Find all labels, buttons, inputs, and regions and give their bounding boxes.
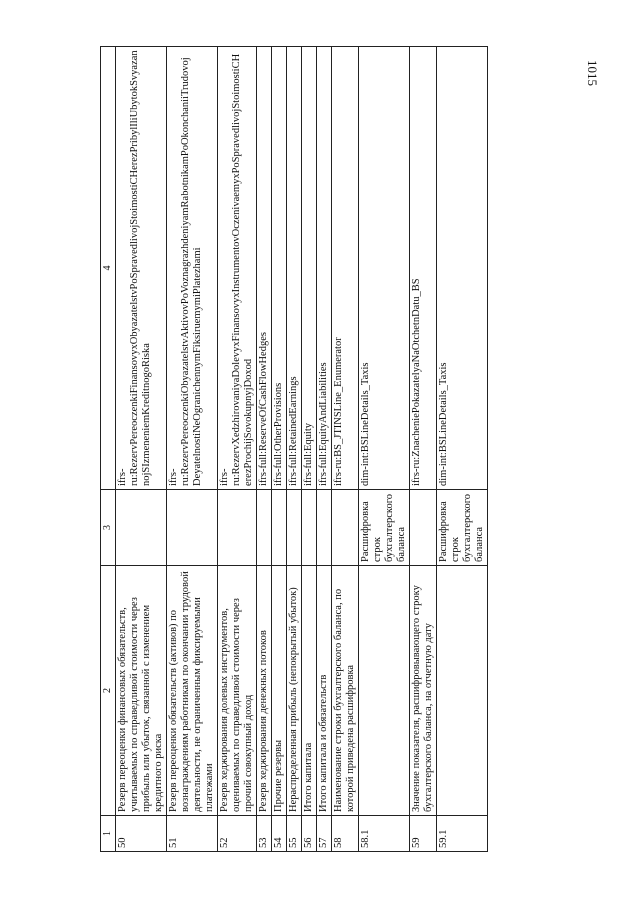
cell-note (116, 490, 167, 566)
table-row (332, 47, 359, 852)
table-body (116, 47, 488, 852)
table-row (437, 47, 488, 852)
cell-num: 55 (287, 816, 302, 852)
cell-note (302, 490, 317, 566)
cell-name: Резерв хеджирования долевых инструментов, оцениваемых по справедливой стоимости через прочий совокупный доход (218, 566, 257, 816)
cell-code: ifrs-ru:RezervXedzhirovaniyaDolevyxFinansovyxInstrumentovOczenivaemyxPoSpravedlivojStoimostiCHerezProchijSovokupnyjDoxod (218, 47, 257, 490)
table-row (116, 47, 167, 852)
cell-note (167, 490, 218, 566)
cell-code: ifrs-ru:RezervPereoczenkiFinansovyxObyazatelstvPoSpravedlivojStoimostiCHerezPribylIliUbytokSvyazannojSIzmeneniemKreditnogoRiska (116, 47, 167, 490)
cell-num: 54 (272, 816, 287, 852)
column-header: 4 (101, 47, 116, 490)
cell-code: ifrs-full:RetainedEarnings (287, 47, 302, 490)
cell-name: Прочие резервы (272, 566, 287, 816)
cell-note: Расшифровка строк бухгалтерского баланса (437, 490, 488, 566)
cell-num: 51 (167, 816, 218, 852)
cell-num: 58 (332, 816, 359, 852)
cell-name: Резерв переоценки обязательств (активов) по вознаграждениям работникам по окончании трудовой деятельности, не ограниченным фиксируемыми платежами (167, 566, 218, 816)
cell-name: Итого капитала (302, 566, 317, 816)
cell-note (287, 490, 302, 566)
cell-num: 56 (302, 816, 317, 852)
table-row (167, 47, 218, 852)
cell-num: 50 (116, 816, 167, 852)
cell-code: ifrs-ru:ZnacheniePokazatelyaNaOtchetnDatu_BS (410, 47, 437, 490)
cell-num: 53 (257, 816, 272, 852)
table-row (287, 47, 302, 852)
rotated-table-wrapper (100, 47, 490, 852)
cell-code: ifrs-full:OtherProvisions (272, 47, 287, 490)
cell-note (218, 490, 257, 566)
cell-name: Резерв хеджирования денежных потоков (257, 566, 272, 816)
cell-code: dim-int:BSLineDetails_Taxis (359, 47, 410, 490)
table-row (302, 47, 317, 852)
cell-name: Значение показателя, расшифровывающего строку бухгалтерского баланса, на отчетную дату (410, 566, 437, 816)
cell-note (272, 490, 287, 566)
cell-num: 58.1 (359, 816, 410, 852)
cell-name: Итого капитала и обязательств (317, 566, 332, 816)
cell-name: Нераспределенная прибыль (непокрытый убыток) (287, 566, 302, 816)
cell-note (257, 490, 272, 566)
cell-name: Резерв переоценки финансовых обязательств, учитываемых по справедливой стоимости через прибыль или убыток, связанной с изменением кредитного риска (116, 566, 167, 816)
cell-name (359, 566, 410, 816)
column-header: 3 (101, 490, 116, 566)
cell-code: dim-int:BSLineDetails_Taxis (437, 47, 488, 490)
column-header: 1 (101, 816, 116, 852)
cell-code: ifrs-full:Equity (302, 47, 317, 490)
table-row (257, 47, 272, 852)
cell-code: ifrs-full:EquityAndLiabilities (317, 47, 332, 490)
cell-num: 59 (410, 816, 437, 852)
table-header-row (101, 47, 116, 852)
cell-code: ifrs-full:ReserveOfCashFlowHedges (257, 47, 272, 490)
page-number: 1015 (585, 60, 600, 86)
cell-note (410, 490, 437, 566)
cell-num: 52 (218, 816, 257, 852)
table-row (218, 47, 257, 852)
table-row (359, 47, 410, 852)
cell-note (332, 490, 359, 566)
cell-num: 59.1 (437, 816, 488, 852)
cell-num: 57 (317, 816, 332, 852)
cell-note: Расшифровка строк бухгалтерского баланса (359, 490, 410, 566)
cell-name: Наименование строки бухгалтерского баланса, по которой приведена расшифровка (332, 566, 359, 816)
cell-name (437, 566, 488, 816)
cell-code: ifrs-ru:BS_JTINSLine_Enumerator (332, 47, 359, 490)
table-row (410, 47, 437, 852)
table-row (317, 47, 332, 852)
data-table (100, 46, 488, 852)
table-row (272, 47, 287, 852)
column-header: 2 (101, 566, 116, 816)
cell-code: ifrs-ru:RezervPereoczenkiObyazatelstvAktivovPoVoznagrazhdeniyamRabotnikamPoOkonchaniiTrudovojDeyatelnostiNeOgranichennymFiksiruemymiPlatezhami (167, 47, 218, 490)
cell-note (317, 490, 332, 566)
